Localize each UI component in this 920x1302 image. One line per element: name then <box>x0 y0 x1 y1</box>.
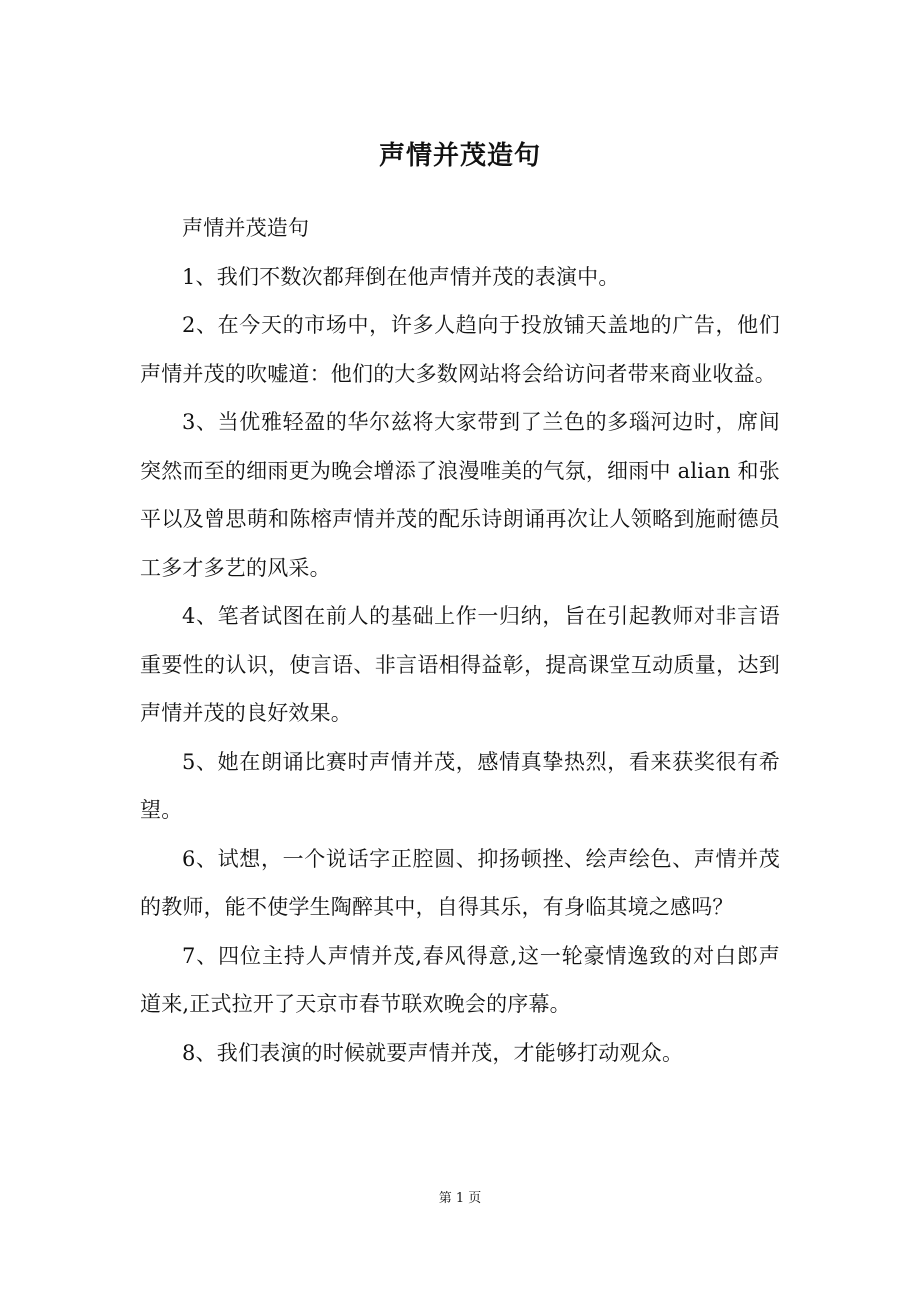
paragraph-sentence-6: 6、试想，一个说话字正腔圆、抑扬顿挫、绘声绘色、声情并茂的教师，能不使学生陶醉其中，自得其乐，有身临其境之感吗？ <box>140 846 780 919</box>
paragraph-sentence-8: 8、我们表演的时候就要声情并茂，才能够打动观众。 <box>182 1040 684 1065</box>
document-body <box>140 204 780 1077</box>
paragraph-sentence-1: 1、我们不数次都拜倒在他声情并茂的表演中。 <box>182 264 620 289</box>
paragraph-sentence-3: 3、当优雅轻盈的华尔兹将大家带到了兰色的多瑙河边时，席间突然而至的细雨更为晚会增添了浪漫唯美的气氛，细雨中 alian 和张平以及曾思萌和陈榕声情并茂的配乐诗朗诵再次让人领略到施耐德员工多才多艺的风采。 <box>140 410 780 580</box>
paragraph-sentence-5: 5、她在朗诵比赛时声情并茂，感情真挚热烈，看来获奖很有希望。 <box>140 749 780 822</box>
paragraph-sentence-7: 7、四位主持人声情并茂,春风得意,这一轮豪情逸致的对白郎声道来,正式拉开了天京市春节联欢晚会的序幕。 <box>140 943 780 1016</box>
document-title: 声情并茂造句 <box>378 141 541 171</box>
paragraph-sentence-4: 4、笔者试图在前人的基础上作一归纳，旨在引起教师对非言语重要性的认识，使言语、非言语相得益彰，提高课堂互动质量，达到声情并茂的良好效果。 <box>140 604 780 725</box>
paragraph-sentence-2: 2、在今天的市场中，许多人趋向于投放铺天盖地的广告，他们声情并茂的吹嘘道：他们的大多数网站将会给访问者带来商业收益。 <box>140 313 780 386</box>
paragraph-heading: 声情并茂造句 <box>182 216 310 240</box>
page-number-footer: 第 1 页 <box>438 1191 482 1206</box>
